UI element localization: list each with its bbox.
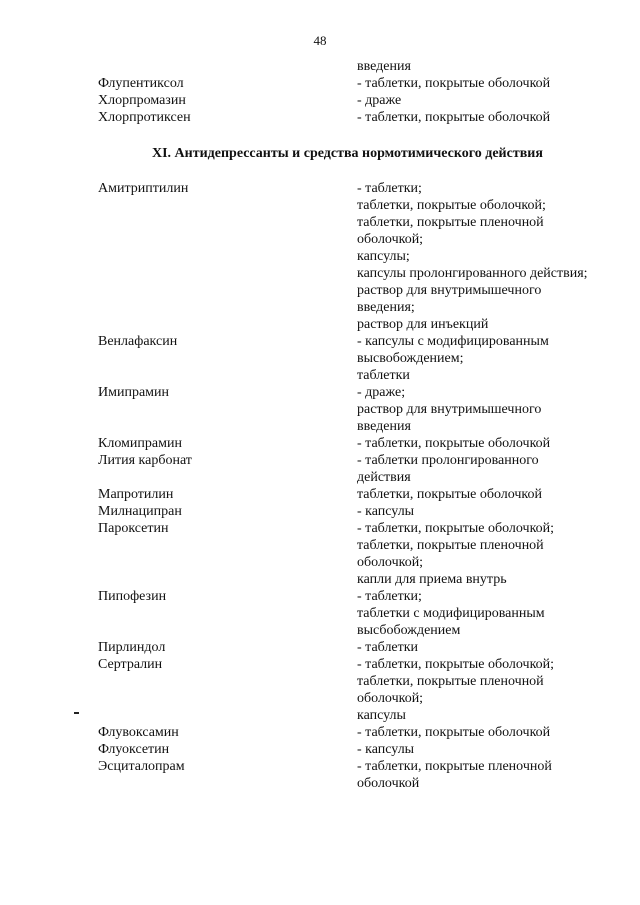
drug-name: Эсциталопрам	[98, 759, 185, 774]
drug-row	[0, 571, 640, 588]
drug-row	[0, 350, 640, 367]
drug-name: Пипофезин	[98, 589, 167, 604]
dosage-form: оболочкой	[357, 776, 420, 791]
dosage-form: введения;	[357, 300, 415, 315]
drug-name: Сертралин	[98, 657, 163, 672]
drug-row	[0, 537, 640, 554]
drug-row	[0, 588, 640, 605]
dosage-form: - драже;	[357, 385, 406, 400]
drug-row	[0, 282, 640, 299]
drug-row	[0, 486, 640, 503]
drug-row	[0, 503, 640, 520]
drug-name: Пароксетин	[98, 521, 169, 536]
drug-row	[0, 656, 640, 673]
dosage-form: введения	[357, 419, 411, 434]
dosage-form: таблетки, покрытые пленочной	[357, 215, 544, 230]
drug-name: Хлорпромазин	[98, 93, 186, 108]
dosage-form: таблетки, покрытые оболочкой;	[357, 198, 546, 213]
drug-row	[0, 197, 640, 214]
dosage-form: - таблетки	[357, 640, 419, 655]
drug-row	[0, 265, 640, 282]
drug-row	[0, 316, 640, 333]
dosage-form: - таблетки, покрытые оболочкой;	[357, 657, 555, 672]
drug-name: Мапротилин	[98, 487, 174, 502]
drug-row	[0, 231, 640, 248]
drug-name: Милнаципран	[98, 504, 182, 519]
dosage-form: - таблетки, покрытые оболочкой	[357, 110, 551, 125]
dosage-form: оболочкой;	[357, 555, 424, 570]
drug-row	[0, 299, 640, 316]
dosage-form: действия	[357, 470, 411, 485]
section-heading: XI. Антидепрессанты и средства нормотимического действия	[152, 146, 543, 161]
drug-name: Флуоксетин	[98, 742, 170, 757]
dosage-form: - таблетки, покрытые оболочкой	[357, 725, 551, 740]
dosage-form: оболочкой;	[357, 232, 424, 247]
drug-row	[0, 554, 640, 571]
dosage-form: - капсулы	[357, 504, 415, 519]
dosage-form: капсулы пролонгированного действия;	[357, 266, 588, 281]
drug-row	[0, 673, 640, 690]
dosage-form: высбобождением	[357, 623, 461, 638]
dosage-form: введения	[357, 59, 411, 74]
drug-name: Флупентиксол	[98, 76, 184, 91]
drug-row	[0, 520, 640, 537]
dosage-form: высвобождением;	[357, 351, 464, 366]
dosage-form: капсулы;	[357, 249, 410, 264]
drug-row	[0, 741, 640, 758]
dosage-form: таблетки, покрытые оболочкой	[357, 487, 543, 502]
dosage-form: - капсулы с модифицированным	[357, 334, 549, 349]
dosage-form: капсулы	[357, 708, 406, 723]
dosage-form: - таблетки;	[357, 181, 422, 196]
dosage-form: - таблетки, покрытые оболочкой;	[357, 521, 555, 536]
drug-name: Амитриптилин	[98, 181, 189, 196]
drug-list-top	[0, 58, 640, 126]
drug-row	[0, 367, 640, 384]
drug-row	[0, 180, 640, 197]
dosage-form: - таблетки пролонгированного	[357, 453, 539, 468]
scan-mark	[74, 712, 79, 714]
drug-row	[0, 690, 640, 707]
drug-row	[0, 639, 640, 656]
dosage-form: оболочкой;	[357, 691, 424, 706]
drug-row	[0, 58, 640, 75]
drug-row	[0, 333, 640, 350]
drug-row	[0, 605, 640, 622]
drug-row	[0, 452, 640, 469]
drug-list-section	[0, 180, 640, 792]
drug-row	[0, 401, 640, 418]
dosage-form: раствор для инъекций	[357, 317, 489, 332]
drug-row	[0, 214, 640, 231]
dosage-form: таблетки, покрытые пленочной	[357, 674, 544, 689]
drug-row	[0, 75, 640, 92]
drug-row	[0, 707, 640, 724]
dosage-form: - таблетки;	[357, 589, 422, 604]
drug-row	[0, 92, 640, 109]
page-number: 48	[313, 33, 327, 48]
drug-row	[0, 622, 640, 639]
dosage-form: таблетки, покрытые пленочной	[357, 538, 544, 553]
drug-row	[0, 109, 640, 126]
dosage-form: - таблетки, покрытые пленочной	[357, 759, 552, 774]
drug-name: Венлафаксин	[98, 334, 178, 349]
dosage-form: таблетки с модифицированным	[357, 606, 545, 621]
drug-name: Хлорпротиксен	[98, 110, 191, 125]
drug-row	[0, 775, 640, 792]
dosage-form: раствор для внутримышечного	[357, 283, 542, 298]
drug-row	[0, 724, 640, 741]
drug-row	[0, 435, 640, 452]
dosage-form: раствор для внутримышечного	[357, 402, 542, 417]
drug-row	[0, 384, 640, 401]
drug-name: Пирлиндол	[98, 640, 166, 655]
dosage-form: капли для приема внутрь	[357, 572, 507, 587]
drug-row	[0, 758, 640, 775]
drug-name: Кломипрамин	[98, 436, 182, 451]
drug-name: Имипрамин	[98, 385, 170, 400]
dosage-form: таблетки	[357, 368, 410, 383]
dosage-form: - драже	[357, 93, 402, 108]
drug-name: Флувоксамин	[98, 725, 179, 740]
drug-row	[0, 418, 640, 435]
drug-row	[0, 248, 640, 265]
dosage-form: - таблетки, покрытые оболочкой	[357, 436, 551, 451]
drug-name: Лития карбонат	[98, 453, 192, 468]
dosage-form: - таблетки, покрытые оболочкой	[357, 76, 551, 91]
drug-row	[0, 469, 640, 486]
dosage-form: - капсулы	[357, 742, 415, 757]
